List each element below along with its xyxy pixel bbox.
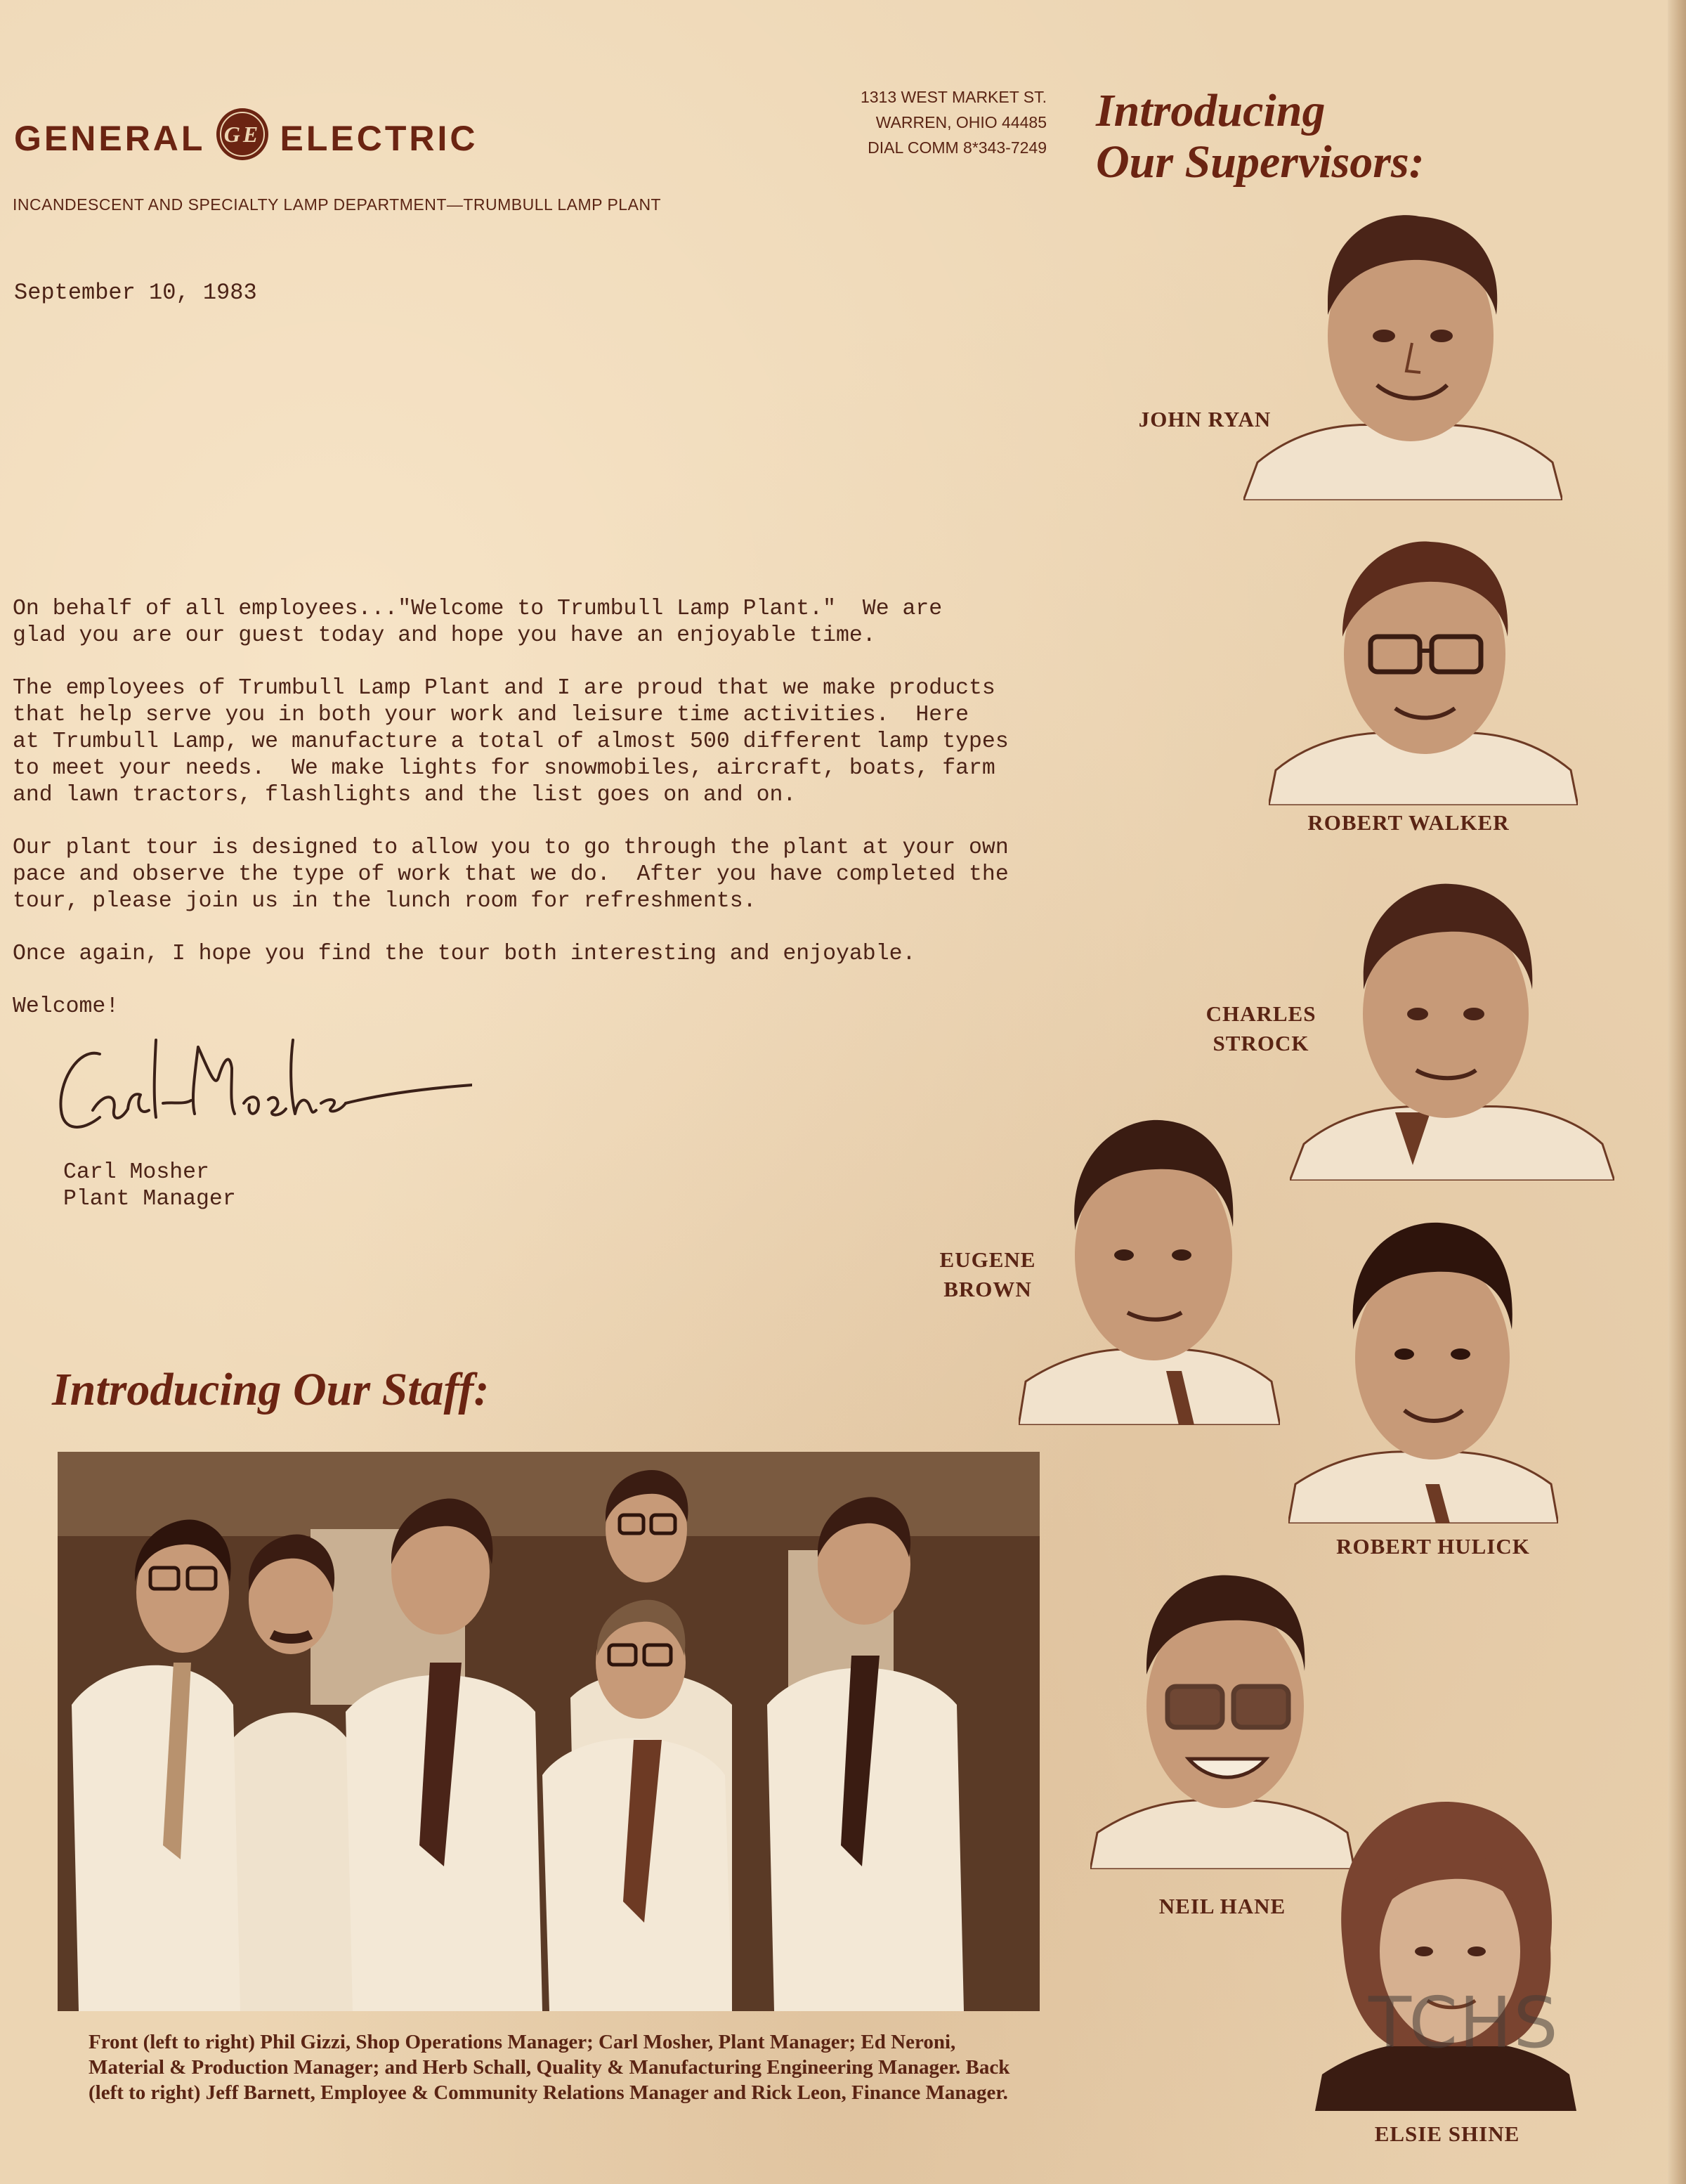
company-name-left: GENERAL bbox=[14, 119, 206, 158]
signer-block bbox=[63, 1159, 236, 1213]
supervisor-name: ELSIE SHINE bbox=[1374, 2121, 1520, 2146]
company-logo bbox=[14, 107, 478, 170]
address-line: 1313 WEST MARKET ST. bbox=[860, 88, 1047, 106]
portrait-robert-hulick bbox=[1288, 1210, 1558, 1523]
portrait-robert-walker bbox=[1269, 524, 1578, 805]
letter-paragraph: Welcome! bbox=[13, 994, 119, 1019]
portrait-john-ryan bbox=[1243, 195, 1562, 500]
supervisor-name: ROBERT HULICK bbox=[1336, 1534, 1530, 1559]
supervisors-heading bbox=[1096, 86, 1425, 188]
letter-paragraph: The employees of Trumbull Lamp Plant and I are proud that we make products that help serve you in both your work and leisure time activities. Here at Trumbull Lamp, we manufacture a total of almost 500 different lamp types to meet your needs. We make lights for snowmobiles, aircraft, boats, farm and lawn tractors, flashlights and the list goes on and on. bbox=[13, 676, 1009, 807]
staff-group-photo bbox=[58, 1452, 1040, 2011]
ge-monogram-text: GE bbox=[224, 122, 261, 147]
supervisor-name: ROBERT WALKER bbox=[1307, 810, 1510, 835]
signer-name: Carl Mosher bbox=[63, 1160, 209, 1185]
supervisor-name: EUGENE BROWN bbox=[939, 1247, 1036, 1301]
supervisor-name: JOHN RYAN bbox=[1138, 407, 1272, 431]
letter-body bbox=[13, 596, 1221, 1046]
letter-paragraph: Our plant tour is designed to allow you to go through the plant at your own pace and observe the type of work that we do. After you have completed the tour, please join us in the lunch room for refreshments. bbox=[13, 836, 1009, 914]
letter-paragraph: On behalf of all employees..."Welcome to Trumbull Lamp Plant." We are glad you are our guest today and hope you have an enjoyable time. bbox=[13, 597, 943, 648]
tchs-watermark: TCHS bbox=[1368, 1982, 1560, 2064]
staff-photo-caption: Front (left to right) Phil Gizzi, Shop Operations Manager; Carl Mosher, Plant Manager; Ed Neroni, Material & Production Manager; and Herb Schall, Quality & Manufacturing Engineering Manager. Back (left to right) Jeff Barnett, Employee & Community Relations Manager and Rick Leon, Finance Manager. bbox=[89, 2031, 1010, 2104]
supervisors-heading-line: Introducing bbox=[1096, 85, 1326, 136]
handwritten-signature bbox=[51, 1026, 472, 1156]
supervisor-name: CHARLES STROCK bbox=[1205, 1001, 1316, 1055]
signer-title: Plant Manager bbox=[63, 1187, 236, 1211]
staff-heading: Introducing Our Staff: bbox=[52, 1364, 490, 1415]
supervisors-heading-line: Our Supervisors: bbox=[1096, 136, 1425, 188]
letter-date: September 10, 1983 bbox=[14, 280, 257, 306]
company-name-right: ELECTRIC bbox=[280, 119, 478, 158]
department-line: INCANDESCENT AND SPECIALTY LAMP DEPARTMENT—TRUMBULL LAMP PLANT bbox=[13, 195, 662, 214]
ge-monogram-icon bbox=[215, 107, 270, 170]
supervisor-name: NEIL HANE bbox=[1158, 1894, 1286, 1918]
letter-paragraph: Once again, I hope you find the tour both interesting and enjoyable. bbox=[13, 942, 916, 966]
address-line: WARREN, OHIO 44485 bbox=[875, 113, 1047, 131]
address-line: DIAL COMM 8*343-7249 bbox=[868, 138, 1047, 157]
company-address bbox=[787, 84, 1047, 160]
binding-edge bbox=[1668, 0, 1686, 2184]
